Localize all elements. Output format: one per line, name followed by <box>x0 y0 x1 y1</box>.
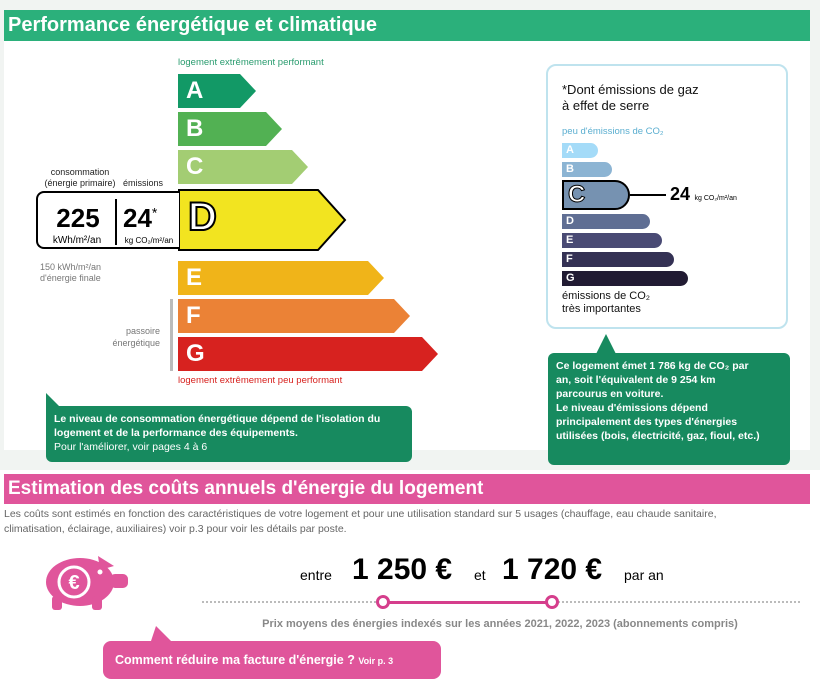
ges-header: *Dont émissions de gaz à effet de serre <box>562 82 699 113</box>
ges-bar-c-current: C <box>562 180 630 210</box>
class-bar-d-current: D <box>178 189 348 251</box>
price-low-marker <box>376 595 390 609</box>
cost-high: 1 720 € <box>502 553 603 586</box>
ges-bar-a: A <box>562 143 598 158</box>
costs-description: Les coûts sont estimés en fonction des caractéristiques de votre logement et pour une utilisation standard sur 5 usages (chauffage, eau chaude sanitaire, climatisation, éclairage, auxiliaires) voir p.3 pour voir les détails par poste. <box>4 508 717 535</box>
class-bar-a: A <box>178 74 258 108</box>
ges-panel <box>546 64 788 329</box>
per-year-label: par an <box>624 567 664 583</box>
class-bar-c: C <box>178 150 310 184</box>
section-title-energy: Performance énergétique et climatique <box>4 10 810 41</box>
cost-low: 1 250 € <box>352 553 453 586</box>
passoire-label: passoire énergétique <box>112 326 160 348</box>
ges-bottom-note: émissions de CO₂ très importantes <box>562 290 651 315</box>
class-bar-b: B <box>178 112 283 146</box>
class-bar-e: E <box>178 261 386 295</box>
ges-pointer-line <box>630 194 666 196</box>
callout-consumption: Le niveau de consommation énergétique dépend de l'isolation du logement et de la performance des équipements. Pour l'améliorer, voir pages 4 à 6 <box>46 406 412 462</box>
class-bar-g: G <box>178 337 440 371</box>
price-note: Prix moyens des énergies indexés sur les années 2021, 2022, 2023 (abonnements compris) <box>262 618 738 630</box>
price-range-highlight <box>383 601 553 604</box>
section-title-costs: Estimation des coûts annuels d'énergie du logement <box>4 474 810 504</box>
callout-right-pointer <box>596 334 616 354</box>
ges-bar-d: D <box>562 214 650 229</box>
reduce-bill-button[interactable]: Comment réduire ma facture d'énergie ? Voir p. 3 <box>103 641 441 679</box>
ges-bar-b: B <box>562 162 612 177</box>
final-energy-note: 150 kWh/m²/an d'énergie finale <box>40 262 102 283</box>
price-high-marker <box>545 595 559 609</box>
emissions-value: 24* <box>123 203 158 233</box>
passoire-bracket <box>170 299 173 371</box>
ges-bar-g: G <box>562 271 688 286</box>
class-bar-f: F <box>178 299 412 333</box>
ges-bar-f: F <box>562 252 674 267</box>
callout-emissions: Ce logement émet 1 786 kg de CO₂ par an, soit l'équivalent de 9 254 km parcourus en voiture. Le niveau d'émissions dépend principalement des types d'énergies utilisées (bois, électricité, gaz, fioul, etc.) <box>548 353 790 465</box>
piggy-bank-icon <box>30 548 140 612</box>
between-label: entre <box>300 567 332 583</box>
and-label: et <box>474 567 486 583</box>
euro-symbol: € <box>68 572 80 594</box>
top-note: logement extrêmement performant <box>178 57 324 68</box>
consumption-box <box>36 191 179 249</box>
emissions-label: émissions <box>123 178 164 188</box>
ges-bar-e: E <box>562 233 662 248</box>
ges-top-note: peu d'émissions de CO₂ <box>562 126 664 137</box>
emissions-unit: kg CO₂/m²/an <box>124 236 174 245</box>
ges-value: 24 kg CO₂/m²/an <box>670 184 737 204</box>
consumption-unit: kWh/m²/an <box>52 235 102 246</box>
consumption-label: consommation (énergie primaire) <box>44 167 116 188</box>
bottom-note: logement extrêmement peu performant <box>178 375 343 386</box>
consumption-value: 225 <box>56 203 100 233</box>
